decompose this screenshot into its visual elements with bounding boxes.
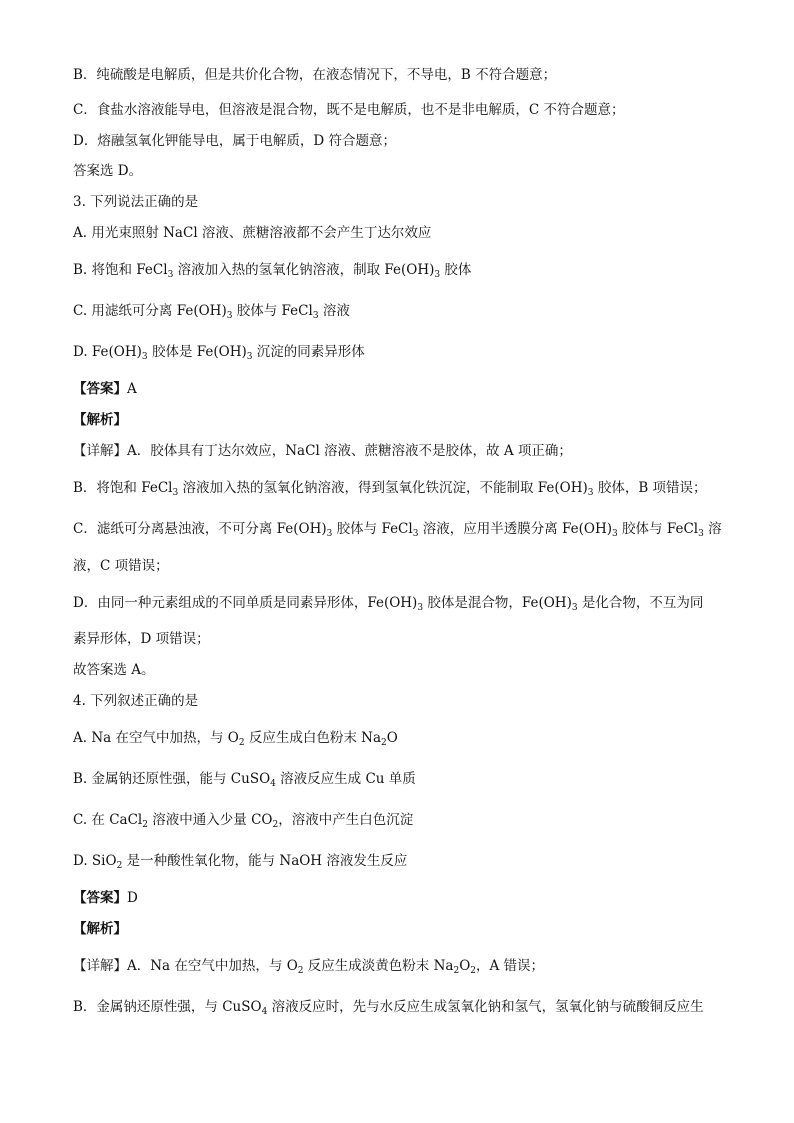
text-line: B. 金属钠还原性强，能与 CuSO$_4$ 溶液反应生成 Cu 单质 xyxy=(73,771,416,789)
text-line: C．滤纸可分离悬浊液，不可分离 $Fe(OH)_3$ 胶体与 FeCl$_3$ 溶液，应用半透膜分离 $Fe(OH)_3$ 胶体与 FeCl$_3$ 溶 xyxy=(73,521,722,539)
text-line: 素异形体，D 项错误； xyxy=(73,631,210,647)
text-line: 【详解】A．Na 在空气中加热，与 $O_2$ 反应生成淡黄色粉末 $Na_2O_2$，A 错误； xyxy=(73,958,545,976)
text-line: D. $Fe(OH)_3$ 胶体是 $Fe(OH)_3$ 沉淀的同素异形体 xyxy=(73,344,365,362)
text-line: C．食盐水溶液能导电，但溶液是混合物，既不是电解质，也不是非电解质，C 不符合题意； xyxy=(73,102,625,118)
text-line: 【答案】A xyxy=(73,381,137,397)
text-line: 【解析】 xyxy=(73,921,127,937)
text-line: 液，C 项错误； xyxy=(73,558,169,574)
text-line: A. 用光束照射 NaCl 溶液、蔗糖溶液都不会产生丁达尔效应 xyxy=(73,225,432,241)
text-line: D. SiO$_2$ 是一种酸性氧化物，能与 NaOH 溶液发生反应 xyxy=(73,853,408,871)
text-line: C. 用滤纸可分离 $Fe(OH)_3$ 胶体与 FeCl$_3$ 溶液 xyxy=(73,303,350,321)
text-line: 答案选 D。 xyxy=(73,163,143,179)
text-line: 【详解】A．胶体具有丁达尔效应，NaCl 溶液、蔗糖溶液不是胶体，故 A 项正确； xyxy=(73,443,572,459)
text-line: B．金属钠还原性强，与 CuSO$_4$ 溶液反应时，先与水反应生成氢氧化钠和氢气，氢氧化钠与硫酸铜反应生 xyxy=(73,999,704,1017)
text-line: A. Na 在空气中加热，与 $O_2$ 反应生成白色粉末 $Na_2O$ xyxy=(73,730,398,748)
text-line: 3. 下列说法正确的是 xyxy=(73,194,199,210)
text-line: D．熔融氢氧化钾能导电，属于电解质，D 符合题意； xyxy=(73,133,396,149)
text-line: 故答案选 A。 xyxy=(73,662,155,678)
text-line: 4. 下列叙述正确的是 xyxy=(73,693,199,709)
text-line: 【解析】 xyxy=(73,412,127,428)
text-line: 【答案】D xyxy=(73,890,138,906)
text-line: B．纯硫酸是电解质，但是共价化合物，在液态情况下，不导电，B 不符合题意； xyxy=(73,67,557,83)
text-line: D．由同一种元素组成的不同单质是同素异形体，$Fe(OH)_3$ 胶体是混合物，$Fe(OH)_3$ 是化合物，不互为同 xyxy=(73,595,704,613)
text-line: B. 将饱和 FeCl$_3$ 溶液加入热的氢氧化钠溶液，制取 $Fe(OH)_3$ 胶体 xyxy=(73,262,472,280)
text-line: B．将饱和 FeCl$_3$ 溶液加入热的氢氧化钠溶液，得到氢氧化铁沉淀，不能制取 $Fe(OH)_3$ 胶体，B 项错误； xyxy=(73,480,707,498)
text-line: C. 在 CaCl$_2$ 溶液中通入少量 $CO_2$，溶液中产生白色沉淀 xyxy=(73,812,414,830)
